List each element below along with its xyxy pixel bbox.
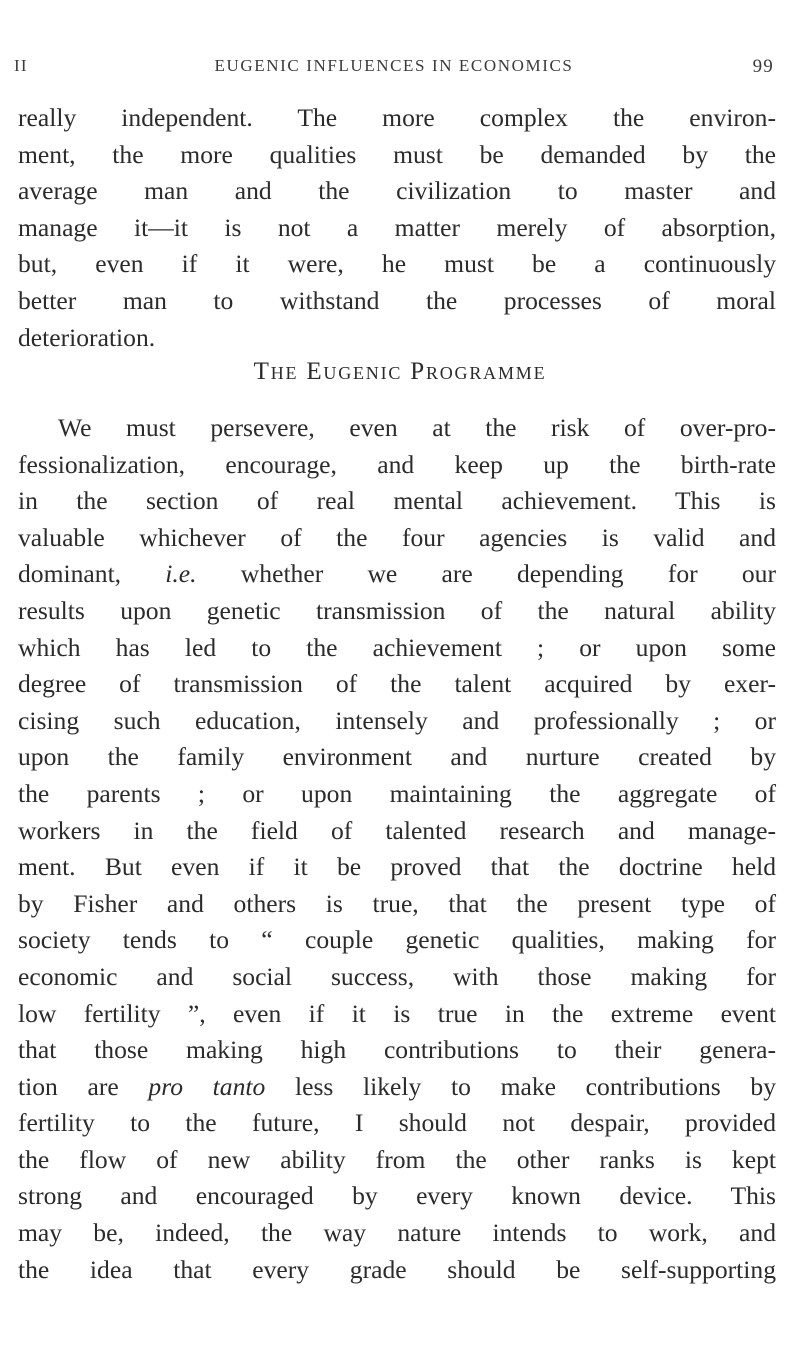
text-line: the flow of new ability from the other ranks is kept <box>18 1144 776 1174</box>
text-line: workers in the field of talented research and manage- <box>18 815 776 845</box>
page-number: 99 <box>752 56 774 77</box>
text-line: average man and the civilization to master and <box>18 176 776 206</box>
text-line: society tends to “ couple genetic qualities, making for <box>18 925 776 955</box>
text-line: deterioration. <box>18 322 156 352</box>
text-line: valuable whichever of the four agencies is valid and <box>18 522 776 552</box>
text-line: the idea that every grade should be self-supporting <box>18 1254 776 1284</box>
italic-abbreviation: i.e. <box>165 559 197 589</box>
paragraph-1 <box>18 100 776 356</box>
text-line: manage it—it is not a matter merely of absorption, <box>18 212 776 242</box>
text-line: that those making high contributions to their genera- <box>18 1035 776 1065</box>
text-line: results upon genetic transmission of the natural ability <box>18 595 776 625</box>
text-line: ment, the more qualities must be demanded by the <box>18 139 776 169</box>
text-segment: dominant, <box>18 559 166 589</box>
chapter-number: II <box>14 56 28 75</box>
text-segment: less likely to make contributions by <box>265 1071 776 1101</box>
text-segment: tion are <box>18 1071 149 1101</box>
text-line: We must persevere, even at the risk of over-pro- <box>58 413 776 442</box>
paragraph-2 <box>18 410 776 1288</box>
text-line: strong and encouraged by every known device. This <box>18 1181 776 1211</box>
text-line: cising such education, intensely and professionally ; or <box>18 705 776 735</box>
text-line: really independent. The more complex the environ- <box>18 103 776 132</box>
text-line: may be, indeed, the way nature intends to work, and <box>18 1218 776 1248</box>
text-line: which has led to the achievement ; or upon some <box>18 632 776 662</box>
text-line: but, even if it were, he must be a continuously <box>18 249 776 279</box>
running-head <box>14 56 774 82</box>
text-line-mixed <box>18 1069 776 1106</box>
text-line: by Fisher and others is true, that the present type of <box>18 888 776 918</box>
italic-latin-phrase: pro tanto <box>148 1071 266 1101</box>
text-line: fertility to the future, I should not despair, provided <box>18 1108 776 1138</box>
text-line: ment. But even if it be proved that the doctrine held <box>18 852 776 882</box>
text-line-mixed <box>18 556 776 593</box>
running-title: EUGENIC INFLUENCES IN ECONOMICS <box>214 56 574 75</box>
text-line: low fertility ”, even if it is true in the extreme event <box>18 998 776 1028</box>
text-line: fessionalization, encourage, and keep up the birth-rate <box>18 449 776 479</box>
section-heading: The Eugenic Programme <box>253 358 547 385</box>
text-line: better man to withstand the processes of moral <box>18 285 776 315</box>
text-line: upon the family environment and nurture created by <box>18 742 776 772</box>
text-line: economic and social success, with those making for <box>18 961 776 991</box>
text-segment: whether we are depending for our <box>196 559 776 589</box>
text-line: in the section of real mental achievement. This is <box>18 486 776 516</box>
text-line: degree of transmission of the talent acquired by exer- <box>18 669 776 699</box>
text-line: the parents ; or upon maintaining the aggregate of <box>18 778 776 808</box>
